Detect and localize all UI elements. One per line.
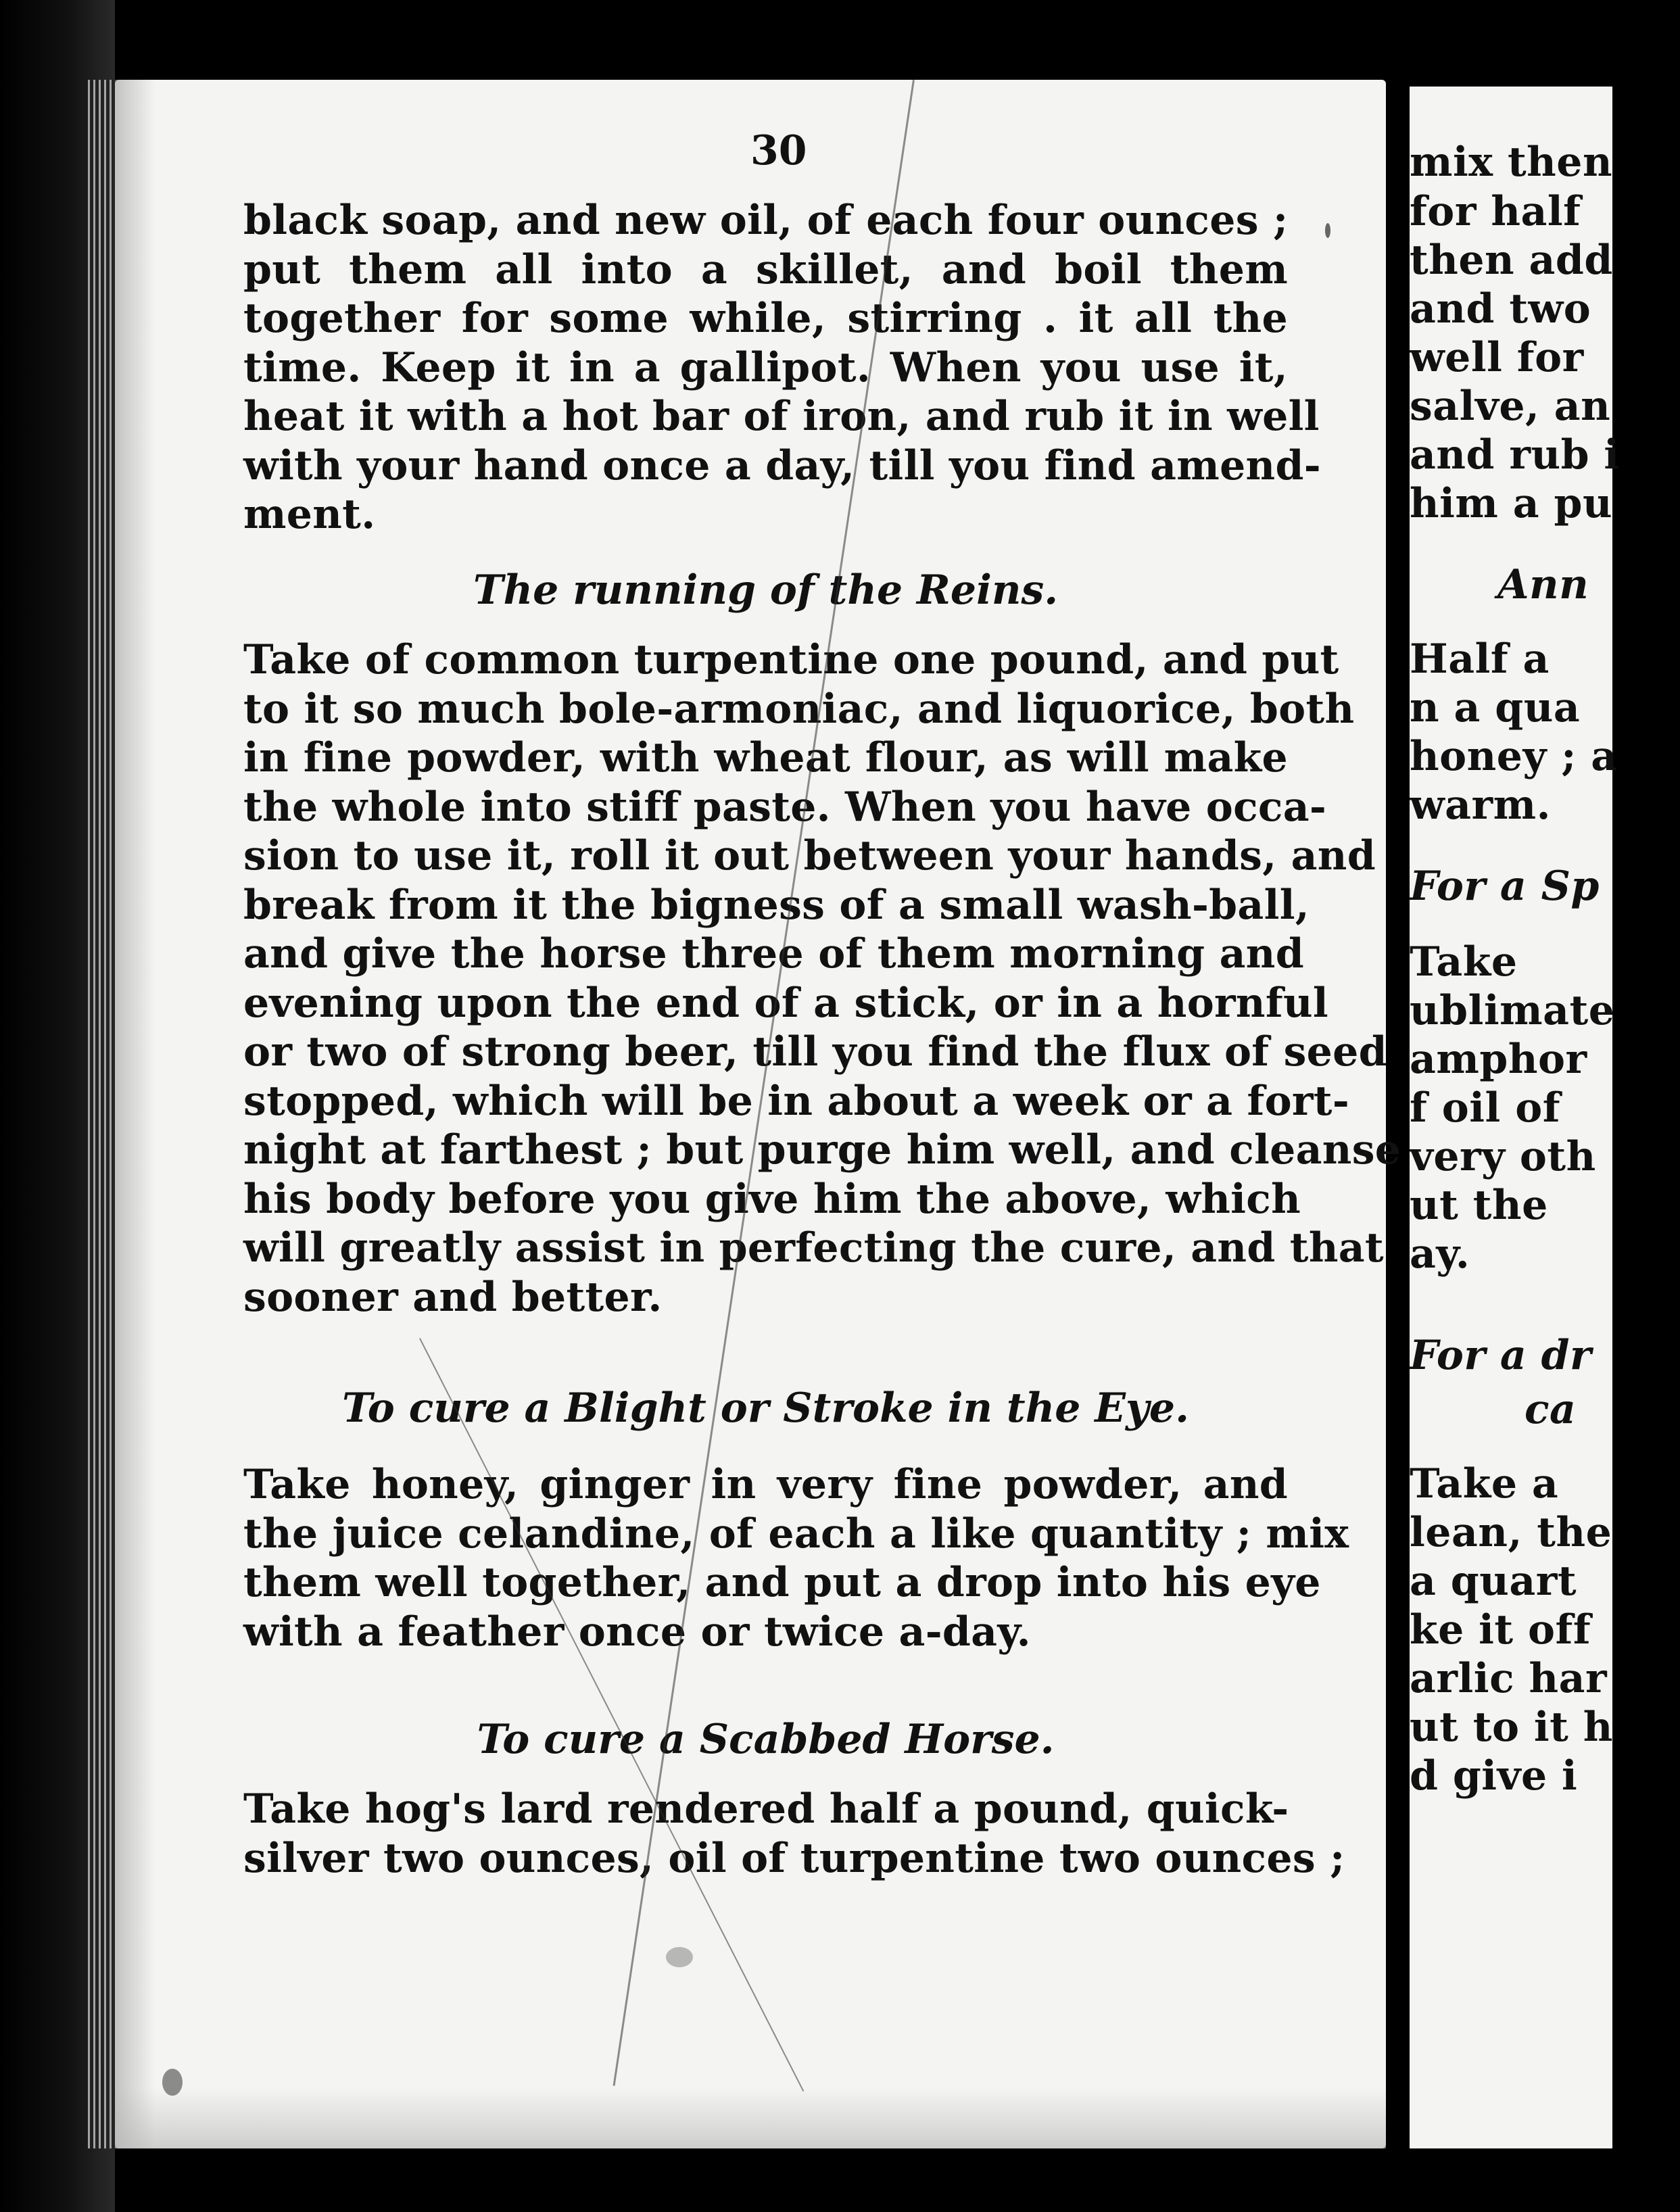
text-line: to it so much bole-armoniac, and liquorice, both	[243, 685, 1355, 733]
next-page-line: arlic har	[1410, 1655, 1608, 1702]
text-line: the juice celandine, of each a like quantity ; mix	[243, 1510, 1349, 1558]
next-page-line: Ann	[1497, 561, 1589, 608]
text-line: Take honey, ginger in very fine powder, and	[243, 1461, 1288, 1508]
next-page-line: lean, the	[1410, 1509, 1612, 1556]
section-body-scabbed-horse	[243, 1785, 1345, 1883]
section-heading-running-of-reins: The running of the Reins.	[473, 567, 1059, 614]
next-page-line: for half	[1410, 188, 1581, 235]
text-line: Take hog's lard rendered half a pound, quick-	[243, 1785, 1289, 1833]
next-page-line: mix then	[1410, 139, 1613, 186]
next-page-line: ublimate	[1410, 987, 1615, 1034]
text-line: sion to use it, roll it out between your hands, and	[243, 832, 1376, 880]
text-line: break from it the bigness of a small wash-ball,	[243, 881, 1310, 929]
next-page-line: For a Sp	[1410, 863, 1600, 910]
text-line: his body before you give him the above, which	[243, 1175, 1301, 1223]
page-number: 30	[750, 127, 807, 174]
scan-speck	[1325, 223, 1330, 238]
next-page-line: honey ; a	[1410, 733, 1618, 780]
next-page-line: ay.	[1410, 1230, 1470, 1278]
section-body-blight-eye	[243, 1460, 1349, 1656]
next-page-line: salve, an	[1410, 383, 1611, 430]
section-body-running-of-reins	[243, 635, 1401, 1322]
next-page-line: ca	[1525, 1386, 1577, 1433]
next-page-line: and rub i	[1410, 431, 1620, 479]
text-line: put them all into a skillet, and boil them	[243, 245, 1288, 293]
next-page-line: then add	[1410, 237, 1613, 284]
next-page-line: Take a	[1410, 1460, 1559, 1508]
next-page-line: warm.	[1410, 782, 1552, 829]
next-page-line: a quart	[1410, 1558, 1577, 1605]
intro-paragraph	[243, 196, 1321, 539]
text-line: with a feather once or twice a-day.	[243, 1608, 1031, 1656]
text-line: stopped, which will be in about a week or a fort-	[243, 1077, 1350, 1125]
next-page-line: him a pu	[1410, 480, 1613, 527]
next-page-line: well for	[1410, 334, 1584, 381]
page-gutter-shadow	[115, 80, 155, 2148]
next-page-line: Half a	[1410, 635, 1550, 683]
next-page-line: n a qua	[1410, 684, 1581, 731]
text-line: black soap, and new oil, of each four ounces ;	[243, 197, 1289, 244]
next-page-line: Take	[1410, 938, 1518, 986]
next-page-line: ut the	[1410, 1182, 1548, 1229]
text-line: silver two ounces, oil of turpentine two ounces ;	[243, 1834, 1345, 1882]
page-edge-strips	[88, 80, 115, 2148]
next-page-line: ut to it h	[1410, 1704, 1613, 1751]
text-line: with your hand once a day, till you find amend-	[243, 441, 1321, 489]
text-line: night at farthest ; but purge him well, and cleanse	[243, 1126, 1401, 1174]
text-line: and give the horse three of them morning and	[243, 930, 1304, 978]
text-line: heat it with a hot bar of iron, and rub it in well	[243, 393, 1320, 440]
next-page-line: f oil of	[1410, 1084, 1561, 1132]
text-line: ment.	[243, 491, 376, 538]
next-page-fragment	[1410, 87, 1620, 2148]
text-line: will greatly assist in perfecting the cure, and that	[243, 1224, 1384, 1272]
text-line: Take of common turpentine one pound, and put	[243, 636, 1339, 683]
text-line: or two of strong beer, till you find the flux of seed	[243, 1028, 1387, 1076]
scan-speck	[666, 1947, 693, 1967]
text-line: together for some while, stirring . it all the	[243, 295, 1288, 342]
scan-speck	[162, 2069, 183, 2096]
text-line: sooner and better.	[243, 1273, 663, 1321]
text-line: in fine powder, with wheat flour, as will make	[243, 734, 1288, 782]
text-line: them well together, and put a drop into his eye	[243, 1559, 1321, 1606]
text-line: time. Keep it in a gallipot. When you use it,	[243, 343, 1288, 391]
text-line: evening upon the end of a stick, or in a hornful	[243, 979, 1328, 1027]
page-bottom-shadow	[115, 2088, 1386, 2148]
next-page-line: very oth	[1410, 1133, 1596, 1180]
section-heading-scabbed-horse: To cure a Scabbed Horse.	[477, 1716, 1055, 1763]
section-heading-blight-eye: To cure a Blight or Stroke in the Eye.	[342, 1385, 1189, 1432]
next-page-line: ke it off	[1410, 1606, 1591, 1654]
next-page-line: amphor	[1410, 1036, 1587, 1083]
next-page-line: For a dr	[1410, 1332, 1592, 1379]
text-line: the whole into stiff paste. When you have occa-	[243, 783, 1327, 831]
next-page-line: d give i	[1410, 1752, 1578, 1800]
next-page-line: and two	[1410, 285, 1591, 333]
